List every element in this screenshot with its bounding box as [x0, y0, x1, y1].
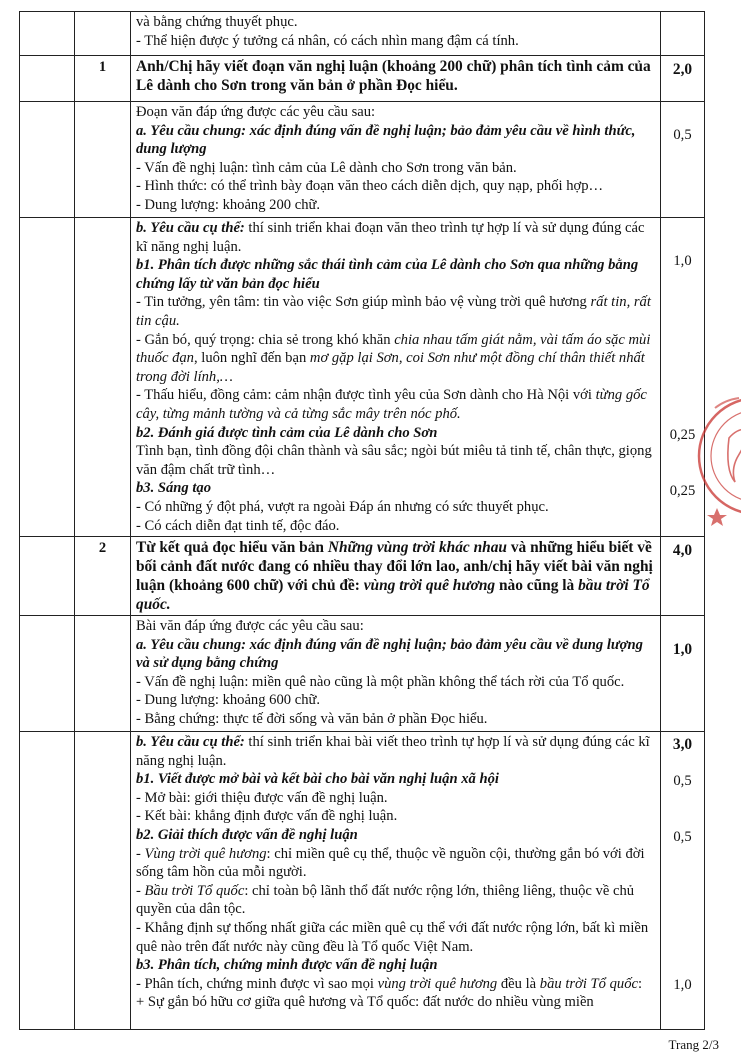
score-value: 0,25 — [669, 483, 696, 499]
criterion-heading: b1. Phân tích được những sắc thái tình cảm của Lê dành cho Sơn qua những bằng chứng lấy từ văn bản đọc hiểu — [136, 257, 639, 292]
text-span: : chỉ toàn bộ lãnh thổ đất nước rộng lớn, thiêng liêng, thuộc về chủ quyền của dân tộc. — [136, 882, 635, 918]
quote-span: bầu trời Tổ quốc — [539, 975, 638, 992]
quote-span: mơ gặp lại Sơn, coi Sơn như một đồng chí thân thiết nhất trong đời lính,… — [136, 350, 645, 385]
score-value: 0,5 — [673, 829, 692, 846]
seal-star-icon — [707, 508, 727, 526]
criterion-heading: b2. Giải thích được vấn đề nghị luận — [136, 827, 358, 844]
question-number: 1 — [75, 56, 131, 102]
text-line: - Bằng chứng: thực tế đời sống và văn bản ở phần Đọc hiểu. — [136, 711, 488, 728]
text-span: thí sinh triển khai đoạn văn theo trình tự hợp lí và sử dụng đúng các kĩ năng nghị luận. — [136, 220, 645, 255]
text-span: - Gắn bó, quý trọng: chia sẻ trong khó khăn — [136, 331, 395, 348]
text-line: - Dung lượng: khoảng 200 chữ. — [136, 196, 321, 213]
text-line: + Sự gắn bó hữu cơ giữa quê hương và Tổ quốc: đất nước do nhiều vùng miền — [136, 994, 594, 1011]
criterion-heading: b2. Đánh giá được tình cảm của Lê dành cho Sơn — [136, 424, 438, 441]
text-line: Đoạn văn đáp ứng được các yêu cầu sau: — [136, 104, 376, 120]
criterion-heading: b3. Sáng tạo — [136, 480, 212, 497]
quote-span: Những vùng trời khác nhau — [327, 539, 507, 557]
text-span: - Thấu hiểu, đồng cảm: cảm nhận được tình yêu của Sơn dành cho Hà Nội với — [136, 387, 596, 404]
score-cell — [661, 102, 705, 218]
quote-span: từng gốc cây, từng mảnh tường và cả từng sắc mây trên nóc phố. — [136, 387, 647, 422]
text-line: - Kết bài: khẳng định được vấn đề nghị luận. — [136, 808, 398, 825]
part-cell — [20, 102, 75, 218]
seal-emblem — [728, 429, 741, 482]
score-value: 3,0 — [672, 736, 693, 754]
quote-span: chia nhau tấm giát nằm, vài tấm áo sặc mùi thuốc đạn — [136, 331, 651, 367]
part-cell — [20, 732, 75, 1030]
text-line: - Mở bài: giới thiệu được vấn đề nghị luận. — [136, 789, 388, 806]
text-line: - Hình thức: có thể trình bày đoạn văn theo cách diễn dịch, quy nạp, phối hợp… — [136, 178, 604, 195]
content-cell — [131, 12, 661, 56]
score-cell — [661, 732, 705, 1030]
part-cell — [20, 218, 75, 537]
score-value: 0,5 — [673, 773, 692, 790]
text-span: nào cũng là — [495, 577, 579, 595]
quote-span: - Vùng trời quê hương — [136, 845, 267, 862]
score-value: 2,0 — [672, 61, 693, 78]
text-span: : — [637, 975, 643, 992]
score-value: 1,0 — [672, 641, 693, 659]
question-prompt: Anh/Chị hãy viết đoạn văn nghị luận (khoảng 200 chữ) phân tích tình cảm của Lê dành cho Sơn trong văn bản ở phần Đọc hiểu. — [131, 56, 661, 102]
text-line: - Vấn đề nghị luận: tình cảm của Lê dành cho Sơn trong văn bản. — [136, 159, 517, 176]
criterion-heading: b1. Viết được mở bài và kết bài cho bài văn nghị luận xã hội — [136, 771, 499, 788]
question-number: 2 — [75, 537, 131, 616]
question-number-cell — [75, 102, 131, 218]
text-span: - Phân tích, chứng minh được vì sao mọi — [136, 975, 378, 992]
text-line: Bài văn đáp ứng được các yêu cầu sau: — [136, 618, 364, 635]
text-line: - Có cách diễn đạt tinh tế, độc đáo. — [136, 517, 340, 534]
part-cell — [20, 616, 75, 732]
text-span: và những hiểu biết về bối cảnh đất nước đang có nhiều thay đổi lớn lao, anh/chị hãy viết bài văn nghị luận (khoảng 600 chữ) với chủ đề: — [136, 539, 653, 595]
question-number-cell — [75, 12, 131, 56]
requirement-heading: b. Yêu cầu cụ thể: — [136, 734, 245, 751]
criterion-heading: b3. Phân tích, chứng minh được vấn đề nghị luận — [136, 957, 438, 974]
question-prompt — [131, 537, 661, 616]
table-row — [20, 56, 705, 102]
table-row — [20, 616, 705, 732]
score-value: 0,5 — [673, 127, 692, 143]
text-span: đều là — [497, 975, 540, 992]
table-row — [20, 218, 705, 537]
part-cell — [20, 12, 75, 56]
table-row — [20, 102, 705, 218]
official-seal-stamp — [695, 378, 741, 538]
text-line: Tình bạn, tình đồng đội chân thành và sâu sắc; ngòi bút miêu tả tinh tế, chân thực, giọng văn đậm chất trữ tình… — [136, 443, 652, 478]
text-span: Từ kết quả đọc hiểu văn bản — [136, 539, 328, 557]
quote-span: vùng trời quê hương — [363, 577, 496, 595]
score-value: 0,25 — [669, 427, 696, 443]
content-cell — [131, 732, 661, 1030]
content-cell — [131, 218, 661, 537]
question-number-cell — [75, 616, 131, 732]
score-value: 1,0 — [673, 253, 692, 269]
answer-key-table — [19, 11, 705, 1030]
text-line: - Vấn đề nghị luận: miền quê nào cũng là một phần không thể tách rời của Tổ quốc. — [136, 673, 625, 690]
text-span: : chỉ miền quê cụ thể, thuộc về nguồn cội, thường gắn bó với đời sống tâm hồn của mỗi người. — [136, 845, 645, 881]
question-score — [661, 537, 705, 616]
question-number-cell — [75, 218, 131, 537]
score-cell — [661, 616, 705, 732]
page-footer: Trang 2/3 — [668, 1037, 719, 1052]
table-row — [20, 12, 705, 56]
content-cell — [131, 616, 661, 732]
part-cell — [20, 56, 75, 102]
score-value: 4,0 — [672, 542, 693, 560]
text-span: , luôn nghĩ đến bạn — [193, 350, 310, 367]
quote-span: bầu trời Tổ quốc. — [136, 577, 650, 614]
text-line: và bằng chứng thuyết phục. — [136, 14, 298, 30]
quote-span: vùng trời quê hương — [377, 975, 498, 992]
score-value: 1,0 — [673, 977, 692, 994]
score-cell — [661, 12, 705, 56]
text-line: - Dung lượng: khoảng 600 chữ. — [136, 692, 321, 709]
quote-span: rất tin, rất tin cậu. — [136, 294, 651, 329]
text-span: thí sinh triển khai bài viết theo trình tự hợp lí và sử dụng đúng các kĩ năng nghị luận. — [136, 734, 650, 769]
table-row — [20, 537, 705, 616]
table-row — [20, 732, 705, 1030]
question-number-cell — [75, 732, 131, 1030]
text-line: - Khẳng định sự thống nhất giữa các miền quê cụ thể với đất nước rộng lớn, bất kì miền quê nào trên đất nước này cũng đều là Tổ quốc Việt Nam. — [136, 920, 649, 955]
requirement-heading: a. Yêu cầu chung: xác định đúng vấn đề nghị luận; bảo đảm yêu cầu về dung lượng và sử dụng bằng chứng — [136, 636, 643, 672]
question-score — [661, 56, 705, 102]
quote-span: - Bầu trời Tổ quốc — [136, 882, 245, 899]
requirement-heading: b. Yêu cầu cụ thể: — [136, 220, 245, 236]
answer-key-table-wrapper — [19, 11, 704, 1030]
part-cell — [20, 537, 75, 616]
content-cell — [131, 102, 661, 218]
text-line: - Có những ý đột phá, vượt ra ngoài Đáp án nhưng có sức thuyết phục. — [136, 498, 549, 515]
text-line: - Thể hiện được ý tưởng cá nhân, có cách nhìn mang đậm cá tính. — [136, 32, 519, 49]
text-span: - Tin tưởng, yên tâm: tin vào việc Sơn giúp mình bảo vệ vùng trời quê hương — [136, 294, 591, 311]
requirement-heading: a. Yêu cầu chung: xác định đúng vấn đề nghị luận; bảo đảm yêu cầu về hình thức, dung lượng — [136, 122, 636, 158]
seal-inner-ring — [711, 410, 741, 502]
